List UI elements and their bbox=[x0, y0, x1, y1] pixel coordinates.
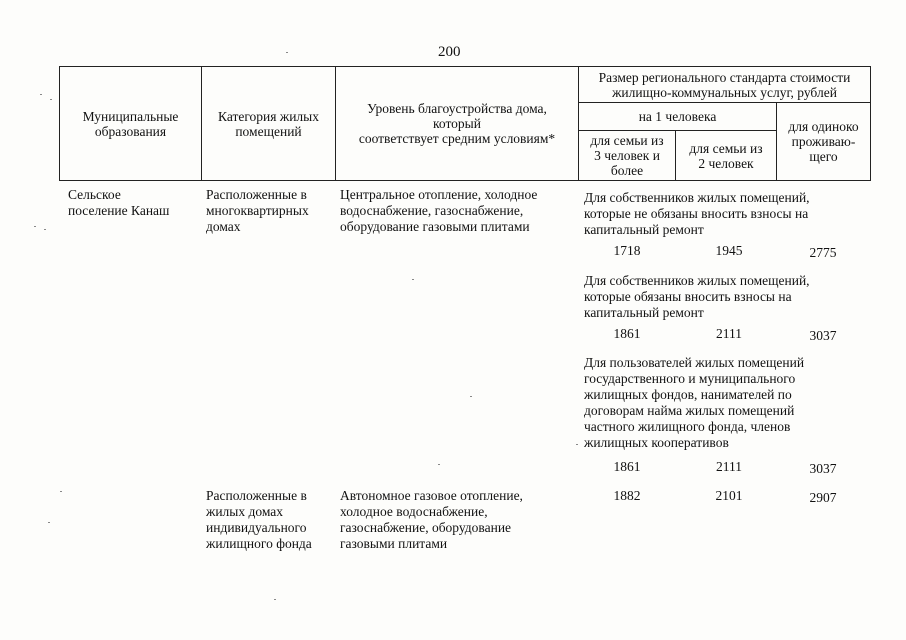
page-number: 200 bbox=[438, 44, 461, 60]
scan-speck bbox=[34, 226, 36, 227]
scan-speck bbox=[274, 599, 276, 600]
value-family2: 2101 bbox=[715, 488, 743, 503]
header-level: Уровень благоустройства дома, который соответствует средним условиям* bbox=[336, 67, 579, 181]
value-family3: 1861 bbox=[613, 459, 641, 474]
level-autonomous-heating: Автономное газовое отопление, холодное водоснабжение, газоснабжение, оборудование газовыми плитами bbox=[340, 488, 523, 551]
scan-speck bbox=[60, 491, 62, 492]
header-family3: для семьи из 3 человек и более bbox=[579, 131, 676, 181]
header-single: для одиноко проживаю- щего bbox=[777, 103, 871, 181]
value-family2: 2111 bbox=[716, 459, 742, 474]
scan-speck bbox=[412, 279, 414, 280]
category-individual-houses: Расположенные в жилых домах индивидуального жилищного фонда bbox=[206, 488, 312, 551]
value-family2: 1945 bbox=[715, 243, 743, 258]
value-single: 2907 bbox=[809, 490, 837, 505]
header-municipality: Муниципальные образования bbox=[60, 67, 202, 181]
value-single: 3037 bbox=[809, 461, 837, 476]
category-apartment-buildings: Расположенные в многоквартирных домах bbox=[206, 187, 309, 234]
scan-speck bbox=[44, 229, 46, 230]
scan-speck bbox=[50, 99, 52, 100]
header-standard: Размер регионального стандарта стоимости жилищно-коммунальных услуг, рублей bbox=[579, 67, 871, 103]
scan-speck bbox=[286, 52, 288, 53]
value-single: 3037 bbox=[809, 328, 837, 343]
value-family3: 1718 bbox=[613, 243, 641, 258]
value-family2: 2111 bbox=[716, 326, 742, 341]
header-per-person: на 1 человека bbox=[579, 103, 777, 131]
scan-speck bbox=[438, 464, 440, 465]
value-family3: 1861 bbox=[613, 326, 641, 341]
value-single: 2775 bbox=[809, 245, 837, 260]
scan-speck bbox=[470, 396, 472, 397]
scan-speck bbox=[576, 444, 578, 445]
header-table bbox=[59, 66, 871, 181]
header-family2: для семьи из 2 человек bbox=[676, 131, 777, 181]
group-owners-obliged: Для собственников жилых помещений, которые обязаны вносить взносы на капитальный ремонт bbox=[584, 273, 810, 320]
municipality-name: Сельское поселение Канаш bbox=[68, 187, 170, 218]
level-central-heating: Центральное отопление, холодное водоснабжение, газоснабжение, оборудование газовыми плитами bbox=[340, 187, 538, 234]
scan-speck bbox=[40, 94, 42, 95]
value-family3: 1882 bbox=[613, 488, 641, 503]
group-owners-not-obliged: Для собственников жилых помещений, которые не обязаны вносить взносы на капитальный ремонт bbox=[584, 190, 810, 237]
header-category: Категория жилых помещений bbox=[202, 67, 336, 181]
group-users-tenants: Для пользователей жилых помещений государственного и муниципального жилищных фондов, нанимателей по договорам найма жилых помещений частного жилищного фонда, членов жилищных кооперативов bbox=[584, 355, 805, 450]
scan-speck bbox=[48, 522, 50, 523]
